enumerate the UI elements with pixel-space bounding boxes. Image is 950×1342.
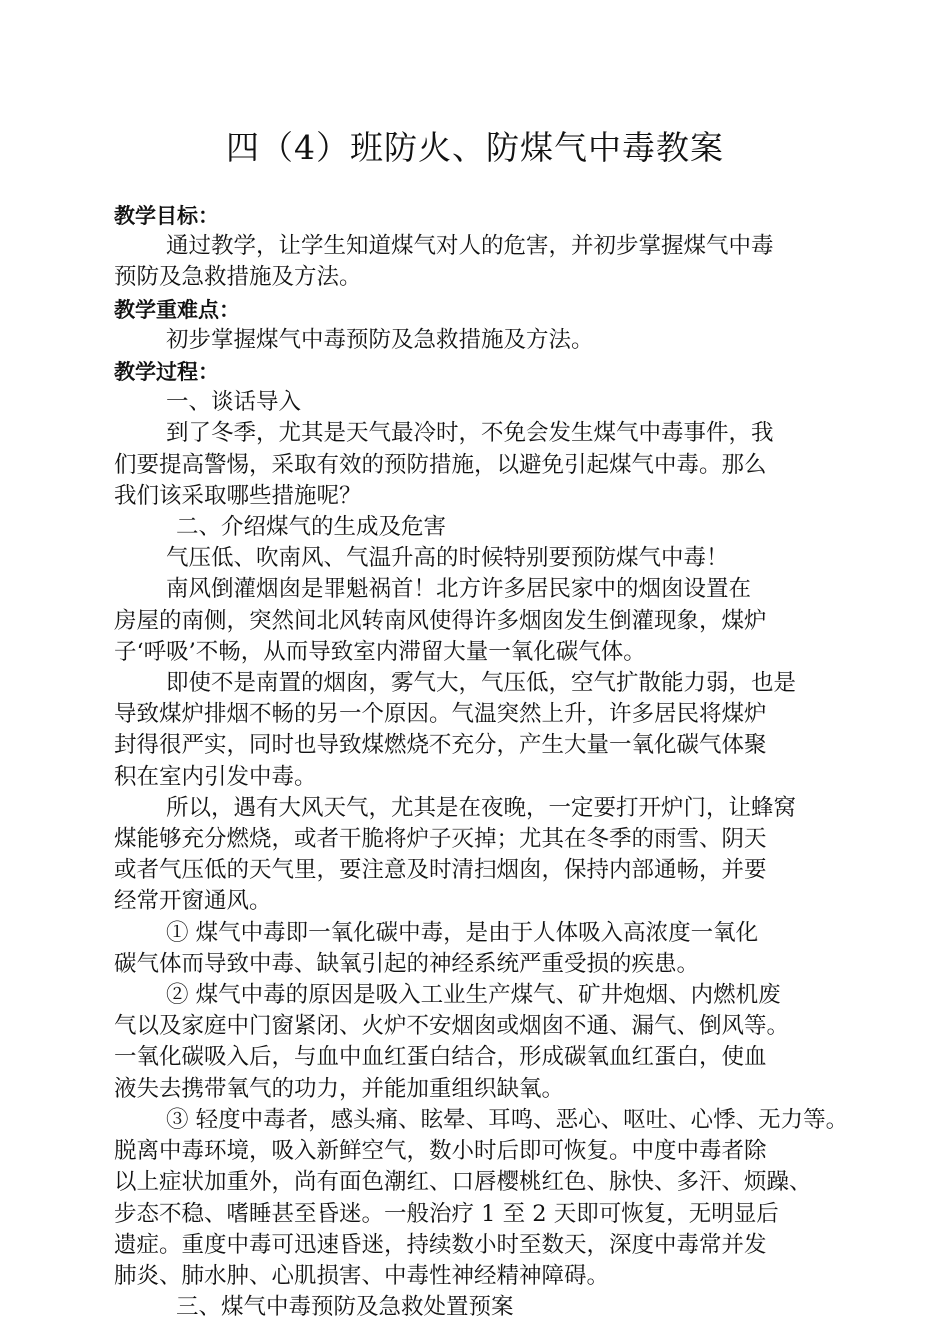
page-title: 四（4）班防火、防煤气中毒教案	[226, 128, 724, 167]
paragraph-line: 们要提高警惕，采取有效的预防措施，以避免引起煤气中毒。那么	[114, 451, 767, 478]
paragraph-line: 煤能够充分燃烧，或者干脆将炉子灭掉；尤其在冬季的雨雪、阴天	[114, 826, 767, 853]
paragraph-line: 脱离中毒环境，吸入新鲜空气，数小时后即可恢复。中度中毒者除	[114, 1138, 767, 1165]
paragraph-line: 肺炎、肺水肿、心肌损害、中毒性神经精神障碍。	[114, 1262, 610, 1289]
paragraph-line: 导致煤炉排烟不畅的另一个原因。气温突然上升，许多居民将煤炉	[114, 701, 767, 728]
section-heading-3: 三、煤气中毒预防及急救处置预案	[176, 1294, 514, 1321]
process-heading: 教学过程：	[114, 359, 219, 385]
paragraph-line: ③ 轻度中毒者，感头痛、眩晕、耳鸣、恶心、呕吐、心悸、无力等。	[166, 1106, 849, 1133]
paragraph-line: 房屋的南侧，突然间北风转南风使得许多烟囱发生倒灌现象，煤炉	[114, 607, 767, 634]
paragraph-line: 一氧化碳吸入后，与血中血红蛋白结合，形成碳氧血红蛋白，使血	[114, 1044, 767, 1071]
paragraph-line: 即使不是南置的烟囱，雾气大，气压低，空气扩散能力弱，也是	[166, 670, 797, 697]
paragraph-line: 气以及家庭中门窗紧闭、火炉不安烟囱或烟囱不通、漏气、倒风等。	[114, 1013, 790, 1040]
section-heading-2: 二、介绍煤气的生成及危害	[176, 514, 447, 541]
goal-line: 预防及急救措施及方法。	[114, 264, 362, 291]
paragraph-line: 到了冬季，尤其是天气最冷时，不免会发生煤气中毒事件，我	[166, 420, 774, 447]
goal-line: 通过教学，让学生知道煤气对人的危害，并初步掌握煤气中毒	[166, 233, 774, 260]
section-heading-1: 一、谈话导入	[166, 389, 302, 416]
goal-heading: 教学目标：	[114, 203, 219, 228]
paragraph-line: ① 煤气中毒即一氧化碳中毒，是由于人体吸入高浓度一氧化	[166, 919, 759, 946]
paragraph-line: 积在室内引发中毒。	[114, 763, 317, 790]
key-points-heading: 教学重难点：	[114, 296, 240, 322]
paragraph-line: 液失去携带氧气的功力，并能加重组织缺氧。	[114, 1075, 565, 1102]
paragraph-line: 碳气体而导致中毒、缺氧引起的神经系统严重受损的疾患。	[114, 950, 700, 977]
key-points-line: 初步掌握煤气中毒预防及急救措施及方法。	[166, 326, 594, 353]
document-body	[114, 200, 849, 1323]
paragraph-line: 封得很严实，同时也导致煤燃烧不充分，产生大量一氧化碳气体聚	[114, 732, 767, 759]
paragraph-line: 以上症状加重外，尚有面色潮红、口唇樱桃红色、脉快、多汗、烦躁、	[114, 1169, 812, 1196]
paragraph-line: 经常开窗通风。	[114, 888, 272, 915]
paragraph-line: 气压低、吹南风、气温升高的时候特别要预防煤气中毒！	[166, 545, 729, 572]
paragraph-line: 步态不稳、嗜睡甚至昏迷。一般治疗 1 至 2 天即可恢复，无明显后	[114, 1200, 779, 1227]
paragraph-line: 所以，遇有大风天气，尤其是在夜晚，一定要打开炉门，让蜂窝	[166, 794, 797, 821]
paragraph-line: 遗症。重度中毒可迅速昏迷，持续数小时至数天，深度中毒常并发	[114, 1231, 767, 1258]
paragraph-line: 南风倒灌烟囱是罪魁祸首！北方许多居民家中的烟囱设置在	[166, 576, 752, 603]
paragraph-line: 我们该采取哪些措施呢？	[114, 482, 362, 509]
paragraph-line: 或者气压低的天气里，要注意及时清扫烟囱，保持内部通畅，并要	[114, 857, 767, 884]
paragraph-line: 子‘呼吸’不畅，从而导致室内滞留大量一氧化碳气体。	[114, 638, 646, 665]
paragraph-line: ② 煤气中毒的原因是吸入工业生产煤气、矿井炮烟、内燃机废	[166, 982, 781, 1009]
